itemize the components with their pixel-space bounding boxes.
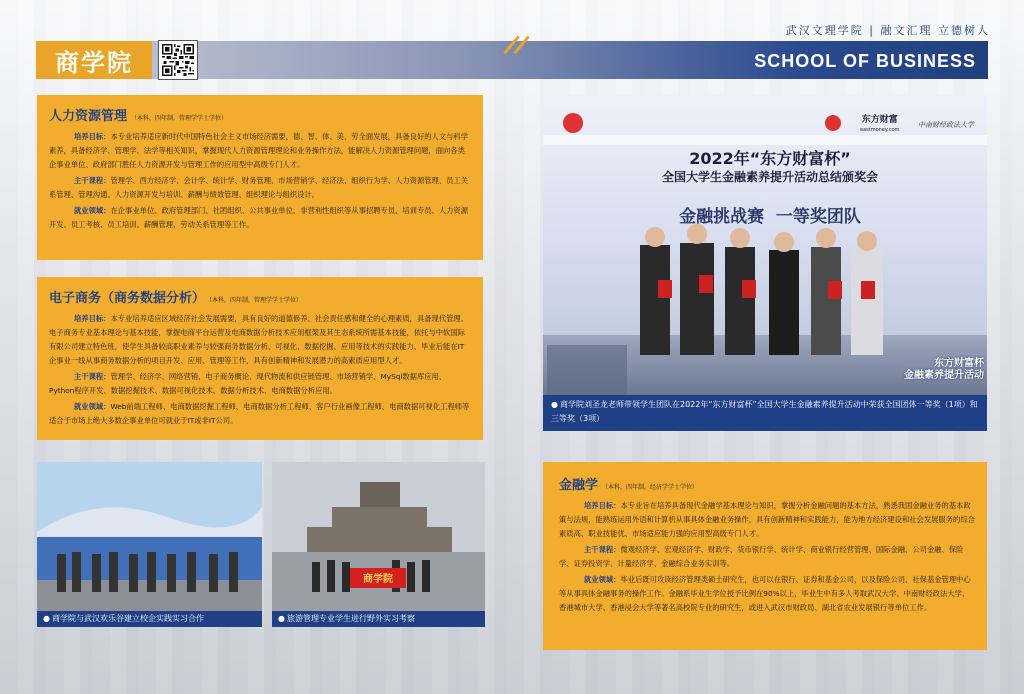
field-trip-caption: ● 旅游管理专业学生进行野外实习考察 — [272, 611, 485, 627]
award-photo-caption: ● 商学院刘圣龙老师带领学生团队在2022年“东方财富杯”全国大学生金融素养提升活动中荣获全国团体一等奖（1项）和三等奖（3项） — [543, 395, 987, 431]
program-panel-ecommerce — [37, 277, 483, 440]
program-jobs: 就业领域：在企事业单位、政府管理部门、社团组织、公共事业单位、非营利性组织等从事招聘专员、培训专员、人力资源开发、员工考核、员工培训、薪酬管理、劳动关系管理等工作。 — [49, 206, 469, 229]
field-trip-banner: 商学院 — [363, 574, 393, 585]
happy-valley-caption: ● 商学院与武汉欢乐谷建立校企实践实习合作 — [37, 611, 262, 627]
banner-title-line3: 金融挑战赛 一等奖团队 — [679, 207, 861, 227]
program-courses: 主干课程：管理学、西方经济学、会计学、统计学、财务管理、市场营销学、经济法、组织行为学、人力资源管理、员工关系管理、管理沟通、人力资源开发与培训、薪酬与绩效管理、组织理论与组织设计。 — [49, 176, 469, 199]
sponsor-logo-2: 中南财经政法大学 — [918, 121, 974, 129]
program-title: 人力资源管理 （本科，四年制，管理学学士学位） — [49, 109, 228, 124]
happy-valley-photo — [37, 462, 262, 627]
program-goal: 培养目标：本专业旨在培养具备现代金融学基本理论与知识，掌握分析金融问题的基本方法，熟悉我国金融业务的基本政策与法规，能熟练运用外语和计算机从事具体金融业务操作，具有创新精神和实践能力，能为地方经济建设和社会发展服务的综合素质高、职业技能优、市场适应能力强的应用型高级专门人才。 — [559, 501, 975, 538]
program-title: 电子商务（商务数据分析） （本科，四年制，管理学学士学位） — [49, 291, 303, 306]
program-jobs: 就业领域：毕业后既可攻读经济管理类硕士研究生，也可以在银行、证券和基金公司，以及保险公司、社保基金管理中心等从事具体金融事务的操作工作。金融系毕业生学位授予比例在90%以上，毕业生中有多人考取武汉大学、中南财经政法大学、香港城市大学、香港浸会大学等著名高校院专业的研究生，或进入武汉市财政局、湖北省农业发展银行等单位工作。 — [559, 575, 971, 612]
banner-title-line2: 全国大学生金融素养提升活动总结颁奖会 — [661, 170, 878, 184]
program-jobs: 就业领域：Web前端工程师、电商数据挖掘工程师、电商数据分析工程师、客户行业画像工程师、电商数据可视化工程师等适合于市场上绝大多数企事业单位可就业于IT或非IT公司。 — [49, 402, 470, 425]
program-title: 金融学 （本科，四年制，经济学学士学位） — [559, 478, 699, 493]
header-slogan: 武汉文理学院 | 融文汇理 立德树人 — [785, 24, 990, 37]
qr-code-icon[interactable] — [158, 40, 198, 80]
program-goal: 培养目标：本专业培养适应区域经济社会发展需要，具有良好的道德修养、社会责任感和健全的心理素质，具备现代管理、电子商务专业基本理论与基本技能，掌握电商平台运营及电商数据分析技术应用框架及其生态系统所需基本技能，依托与中软国际有限公司建立特色班，使学生具备较高职业素养与较强商务数据分析、可视化、数据挖掘、应用等技术的实践能力，毕业后能在IT企事业一线从事商务数据分析的项目开发、应用、管理等工作，具有创新精神和发展潜力的高素质应用型人才。 — [49, 314, 469, 365]
program-goal: 培养目标：本专业培养适应新时代中国特色社会主义市场经济需要，德、智、体、美、劳全面发展，具备良好的人文与科学素养，具备经济学、管理学、法学等相关知识，掌握现代人力资源管理理论和业务操作方法，能解决人力资源管理问题，面向各类企事业单位、政府部门胜任人力资源开发与管理工作的应用型中高级专门人才。 — [49, 132, 469, 169]
school-name-en: SCHOOL OF BUSINESS — [754, 51, 976, 71]
award-ceremony-photo — [543, 95, 987, 395]
corner-slogan: 东方财富杯 金融素养提升活动 — [904, 358, 984, 381]
title-block — [36, 41, 152, 79]
program-courses: 主干课程：管理学、经济学、网络营销、电子商务概论、现代物流和供应链管理、市场营销学、MySql数据库应用、Python程序开发、数据挖掘技术、数据可视化技术、数据分析技术、电商数据分析应用。 — [49, 372, 447, 395]
field-trip-photo — [272, 462, 485, 627]
program-panel-hr — [37, 95, 483, 260]
page-title: 商学院 — [55, 48, 133, 77]
program-courses: 主干课程：微观经济学、宏观经济学、财政学、货币银行学、统计学、商业银行经营管理、国际金融、公司金融、保险学、证券投资学、计量经济学、金融综合业务实训等。 — [559, 545, 964, 568]
banner-title-line1: 2022年“东方财富杯” — [689, 149, 851, 168]
program-panel-finance — [543, 462, 987, 650]
sponsor-logo-1: 东方财富 eastmoney.com — [860, 115, 900, 133]
